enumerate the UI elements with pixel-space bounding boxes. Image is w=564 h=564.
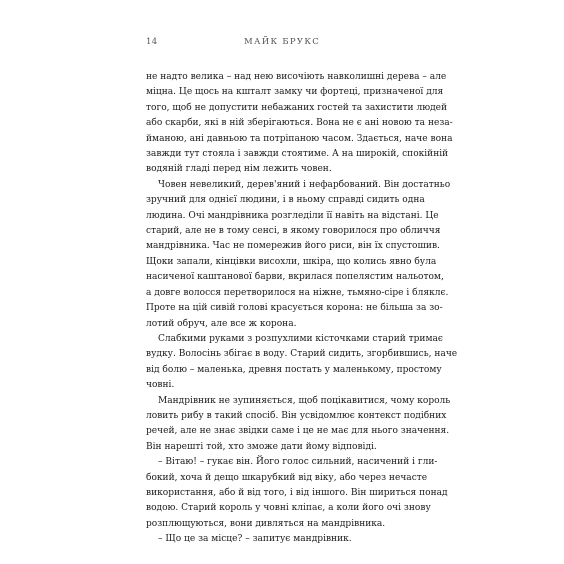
text-line: зручний для однієї людини, і в ньому справді сидить одна [146,195,425,206]
text-line: використання, або й від того, і від іншого. Він шириться понад [146,487,448,498]
text-line: того, щоб не допустити небажаних гостей та захистити людей [146,102,448,113]
text-line: водяній гладі перед нім лежить човен. [146,164,332,175]
text-line: не надто велика – над нею височіють навколишні дерева – але [146,72,447,82]
text-line: людина. Очі мандрівника розгледіли її навіть на відстані. Це [146,210,439,221]
page-header [146,37,418,51]
text-line: ловить рибу в такий спосіб. Він усвідомлює контекст подібних [146,410,447,421]
text-line: насиченої каштанової барви, вкрилася попелястим нальотом, [146,272,444,283]
text-line: Човен невеликий, дерев'яний і нефарбований. Він достатньо [158,179,451,190]
body-text [146,70,458,548]
text-line: речей, але не знає звідки саме і це не має для нього значення. [146,426,450,437]
text-line: бокий, хоча й дещо шкарубкий від віку, або через нечасте [146,472,428,483]
text-line: – Вітаю! – гукає він. Його голос сильний, насичений і гли- [158,457,438,468]
text-line: Мандрівник не зупиняється, щоб поцікавитися, чому король [158,395,451,406]
text-line: Слабкими руками з розпухлими кісточками старий тримає [158,333,443,344]
running-head-author: МАЙК БРУКС [243,37,321,47]
text-line: старий, але не в тому сенсі, в якому говорилося про обличчя [146,226,441,237]
text-line: Він нарешті той, хто зможе дати йому відповіді. [146,441,377,452]
text-line: – Що це за місце? – запитує мандрівник. [158,534,352,545]
text-line: мандрівника. Час не помережив його риси, він їх спустошив. [146,241,440,252]
text-line: міцна. Це щось на кшталт замку чи фортеці, призначеної для [146,87,444,98]
text-line: завжди тут стояла і завжди стоятиме. А на широкій, спокійній [146,149,449,160]
text-line: вудку. Волосінь збігає в воду. Старий сидить, згорбившись, наче [146,349,458,360]
text-line: розплющуються, вони дивляться на мандрівника. [146,518,386,529]
text-line: човні. [146,380,175,391]
text-line: йманою, ані давньою та потріпаною часом. Здається, наче вона [146,133,453,144]
text-line: або скарби, які в ній зберігаються. Вона не є ані новою та неза- [146,118,453,129]
page-number: 14 [146,37,158,47]
text-line: Щоки запали, кінцівки висохли, шкіра, що колись явно була [146,256,437,267]
text-line: а довге волосся перетворилося на ніжне, тьмяно-сіре і бляклє. [146,287,449,298]
text-line: лотий обруч, але все ж корона. [146,318,297,329]
text-line: водою. Старий король у човні кліпає, а коли його очі знову [146,503,431,514]
text-line: від болю – маленька, древня постать у маленькому, простому [146,364,442,375]
text-line: Проте на цій сивій голові красується корона: не більша за зо- [146,303,443,314]
